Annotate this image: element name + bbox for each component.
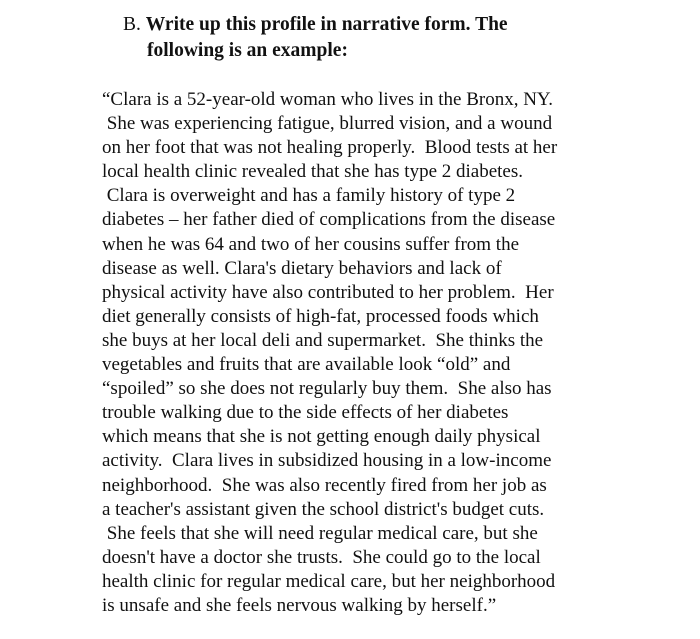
heading-line-2: following is an example: bbox=[147, 40, 348, 61]
list-marker: B. bbox=[123, 14, 141, 35]
narrative-line: on her foot that was not healing properly. Blood tests at her bbox=[102, 137, 558, 159]
narrative-line: diabetes – her father died of complications from the disease bbox=[102, 209, 556, 231]
heading-line-1 bbox=[123, 12, 643, 38]
narrative-line: disease as well. Clara's dietary behaviors and lack of bbox=[102, 257, 502, 279]
narrative-line: when he was 64 and two of her cousins suffer from the bbox=[102, 233, 520, 255]
narrative-line: diet generally consists of high-fat, processed foods which bbox=[102, 305, 539, 327]
example-narrative bbox=[102, 88, 662, 618]
narrative-line: she buys at her local deli and supermarket. She thinks the bbox=[102, 329, 544, 351]
narrative-line: vegetables and fruits that are available look “old” and bbox=[102, 354, 511, 376]
narrative-line: She feels that she will need regular medical care, but she bbox=[102, 522, 538, 544]
narrative-line: is unsafe and she feels nervous walking by herself.” bbox=[102, 594, 497, 616]
narrative-line: activity. Clara lives in subsidized housing in a low-income bbox=[102, 450, 552, 472]
narrative-line: “Clara is a 52-year-old woman who lives in the Bronx, NY. bbox=[102, 89, 553, 110]
narrative-line: trouble walking due to the side effects of her diabetes bbox=[102, 402, 509, 424]
heading-text-1: Write up this profile in narrative form. The bbox=[145, 14, 508, 35]
instruction-heading bbox=[123, 12, 643, 64]
narrative-line: “spoiled” so she does not regularly buy them. She also has bbox=[102, 378, 552, 400]
narrative-line: Clara is overweight and has a family history of type 2 bbox=[102, 185, 516, 207]
narrative-line: which means that she is not getting enough daily physical bbox=[102, 426, 541, 448]
narrative-line: neighborhood. She was also recently fired from her job as bbox=[102, 474, 547, 496]
narrative-line: She was experiencing fatigue, blurred vision, and a wound bbox=[102, 113, 553, 135]
narrative-line: a teacher's assistant given the school district's budget cuts. bbox=[102, 498, 545, 520]
narrative-line: doesn't have a doctor she trusts. She could go to the local bbox=[102, 546, 541, 568]
narrative-line: local health clinic revealed that she has type 2 diabetes. bbox=[102, 161, 523, 183]
narrative-line: physical activity have also contributed to her problem. Her bbox=[102, 281, 554, 303]
narrative-line: health clinic for regular medical care, but her neighborhood bbox=[102, 570, 556, 592]
